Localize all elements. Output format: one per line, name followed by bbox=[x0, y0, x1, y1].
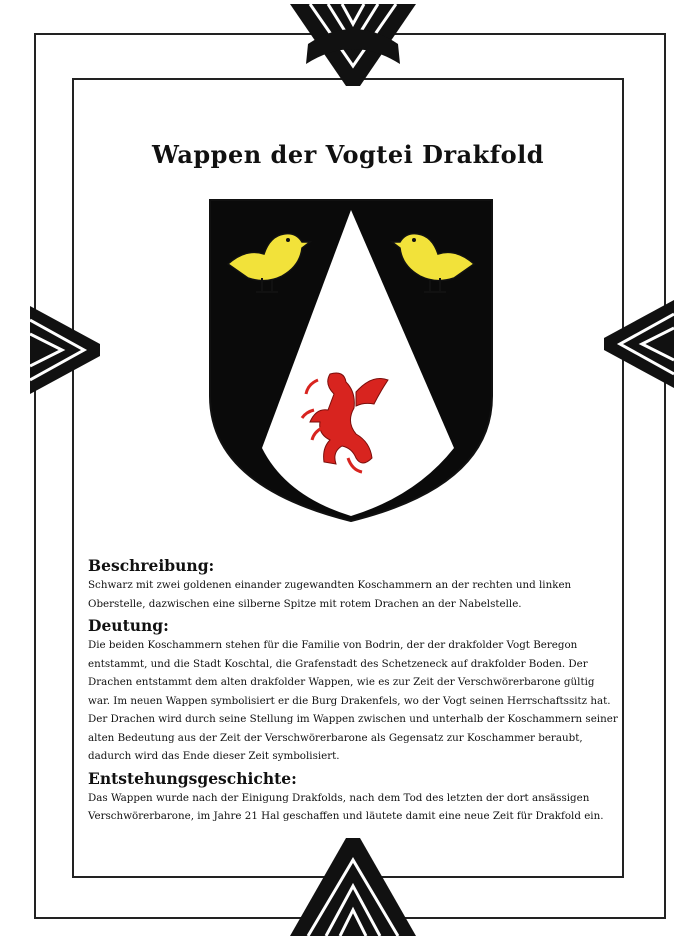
left-ornament-icon bbox=[30, 306, 100, 394]
section-text-deutung: Die beiden Koschammern stehen für die Familie von Bodrin, der der drakfolder Vogt Beregon entstammt, und die Stadt Koschtal, die Grafenstadt des Schetzeneck auf drakfolder Boden. Der Drachen entstammt dem alten drakfolder Wappen, wie es zur Zeit der Verschwörerbarone gültig war. Im neuen Wappen symbolisiert er die Burg Drakenfels, wo der Vogt seinen Herrschaftssitz hat. Der Drachen wird durch seine Stellung im Wappen zwischen und unterhalb der Koschammern seiner alten Bedeutung aus der Zeit der Verschwörerbarone als Gegensatz zur Koschammer beraubt, dadurch wird das Ende dieser Zeit symbolisiert. bbox=[88, 639, 618, 762]
description-text bbox=[88, 556, 618, 829]
bottom-ornament-icon bbox=[290, 838, 416, 936]
right-ornament-icon bbox=[604, 300, 674, 388]
section-text-entstehung: Das Wappen wurde nach der Einigung Drakfolds, nach dem Tod des letzten der dort ansässigen Verschwörerbarone, im Jahre 21 Hal geschaffen und läutete damit eine neue Zeit für Drakfold ein. bbox=[88, 791, 604, 822]
section-heading-entstehung: Entstehungsgeschichte: bbox=[88, 768, 297, 788]
section-text-beschreibung: Schwarz mit zwei goldenen einander zugewandten Koschammern an der rechten und linken Oberstelle, dazwischen eine silberne Spitze mit rotem Drachen an der Nabelstelle. bbox=[88, 579, 572, 610]
coat-of-arms-icon bbox=[206, 196, 496, 526]
top-ornament-icon bbox=[290, 4, 416, 86]
section-heading-beschreibung: Beschreibung: bbox=[88, 556, 215, 575]
page-title: Wappen der Vogtei Drakfold bbox=[151, 140, 544, 169]
section-heading-deutung: Deutung: bbox=[88, 616, 169, 635]
